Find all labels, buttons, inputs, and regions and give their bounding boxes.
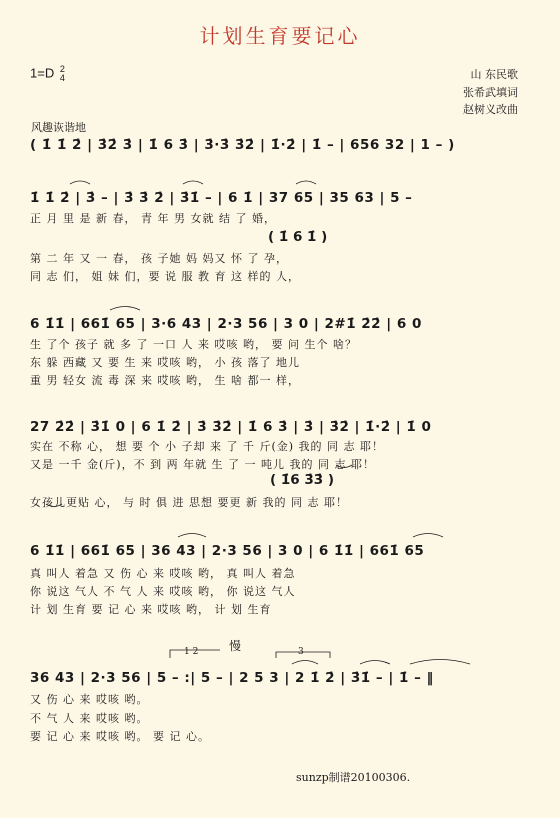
credit-lyricist: 张希武填词 bbox=[463, 86, 518, 99]
lyric-line-5-verse-1: 又 伤 心 来 哎咳 哟。 bbox=[30, 693, 149, 706]
credit-origin: 山 东民歌 bbox=[470, 68, 518, 81]
lyric-line-1-verse-2: 第 二 年 又 一 春， 孩 子她 妈 妈又 怀 了 孕， bbox=[30, 252, 288, 265]
tempo-slow-marking: 慢 bbox=[229, 639, 242, 653]
triplet-label: 3 bbox=[298, 647, 304, 657]
song-title: 计划生育要记心 bbox=[199, 24, 361, 48]
slur bbox=[70, 181, 90, 184]
lyric-line-4-verse-2: 你 说这 气人 不 气 人 来 哎咳 哟， 你 说这 气人 bbox=[30, 585, 296, 598]
lyric-line-2-verse-2: 东 躲 西藏 又 要 生 来 哎咳 哟， 小 孩 落了 地儿 bbox=[30, 356, 300, 369]
triplet-bracket bbox=[276, 652, 330, 658]
notation-line-1: 1̇ 1̇ 2̇ | 3̇ – | 3̇ 3̇ 2̇ | 3̇1̇ – | 6 1̇ | 37 65 | 35 63 | 5 – bbox=[30, 190, 413, 206]
alt-notation-2: ( 1̇6 3̇3̇ ) bbox=[270, 472, 335, 488]
notation-line-5: 36 43 | 2·3 56 | 5 – :| 5 – | 2 5 3 | 2 1̇ 2̇ | 3̇1̇ – | 1̇ – ‖ bbox=[30, 670, 434, 686]
lyric-line-2-verse-1: 生 了个 孩子 就 多 了 一口 人 来 哎咳 哟， 要 问 生个 啥？ bbox=[30, 338, 357, 351]
notation-line-4: 6 1̇1̇ | 661̇ 65 | 36 43 | 2·3 56 | 3 0 | 6 1̇1̇ | 661̇ 65 bbox=[30, 543, 425, 559]
tie bbox=[336, 465, 352, 468]
lyric-line-4-verse-1: 真 叫人 着急 又 伤 心 来 哎咳 哟， 真 叫人 着急 bbox=[30, 567, 296, 580]
slur bbox=[183, 181, 203, 184]
notation-line-intro: ( 1̇ 1̇ 2̇ | 3̇2̇ 3̇ | 1̇ 6 3̇ | 3̇·3̇ 3̇2̇ | 1̇·2̇ | 1̇ – | 656 32 | 1 – ) bbox=[30, 137, 455, 153]
slur bbox=[296, 181, 316, 184]
notation-line-2: 6 1̇1̇ | 661̇ 65 | 3·6 43 | 2·3 56 | 3 0 | 2#1̇ 2̇2̇ | 6 0 bbox=[30, 316, 422, 332]
lyric-line-2-verse-3: 重 男 轻女 流 毒 深 来 哎咳 哟， 生 啥 都一 样， bbox=[30, 374, 300, 387]
slur bbox=[360, 661, 390, 665]
credit-arranger: 赵树义改曲 bbox=[463, 103, 518, 116]
time-signature-bottom: 4 bbox=[59, 73, 65, 83]
lyric-line-3-verse-2: 又是 一千 金(斤)，不 到 两 年就 生 了 一 吨儿 我的 同 志 耶！ bbox=[30, 458, 376, 471]
tempo-marking: 风趣诙谐地 bbox=[31, 121, 86, 134]
lyric-line-5-verse-2: 不 气 人 来 哎咳 哟。 bbox=[30, 712, 149, 725]
lyric-line-3-verse-1: 实在 不称 心， 想 要 个 小 子却 来 了 千 斤(金) 我的 同 志 耶！ bbox=[30, 440, 385, 453]
slur bbox=[178, 534, 206, 538]
volta-label: 1 2 bbox=[184, 647, 199, 657]
lyric-line-5-verse-3: 要 记 心 来 哎咳 哟。 要 记 心。 bbox=[30, 730, 210, 743]
slur bbox=[410, 660, 470, 665]
notation-line-3: 27 2̇2̇ | 3̇1̇ 0 | 6 1̇ 2̇ | 3̇ 3̇2̇ | 1̇ 6 3̇ | 3̇ | 3̇2̇ | 1̇·2̇ | 1̇ 0 bbox=[30, 419, 432, 435]
lyric-line-1-verse-1: 正 月 里 是 新 春， 青 年 男 女就 结 了 婚， bbox=[30, 212, 276, 225]
key-label: 1=D bbox=[30, 65, 55, 81]
lyric-line-1-verse-3: 同 志 们， 姐 妹 们，要 说 服 教 育 这 样的 人， bbox=[30, 270, 300, 283]
time-signature-top: 2 bbox=[59, 64, 65, 74]
slur bbox=[110, 307, 140, 311]
lyric-line-4-verse-3: 计 划 生育 要 记 心 来 哎咳 哟， 计 划 生育 bbox=[30, 603, 272, 616]
tie bbox=[46, 504, 62, 507]
lyric-line-3-verse-3: 女孩儿更贴 心， 与 时 俱 进 思想 要更 新 我的 同 志 耶！ bbox=[30, 496, 348, 509]
alt-notation-1: ( 1̇ 6 1̇ ) bbox=[268, 229, 328, 245]
transcriber-credit: sunzp制谱20100306. bbox=[296, 771, 411, 784]
slur bbox=[292, 661, 318, 665]
volta-bracket bbox=[170, 650, 220, 658]
slur bbox=[413, 534, 443, 538]
